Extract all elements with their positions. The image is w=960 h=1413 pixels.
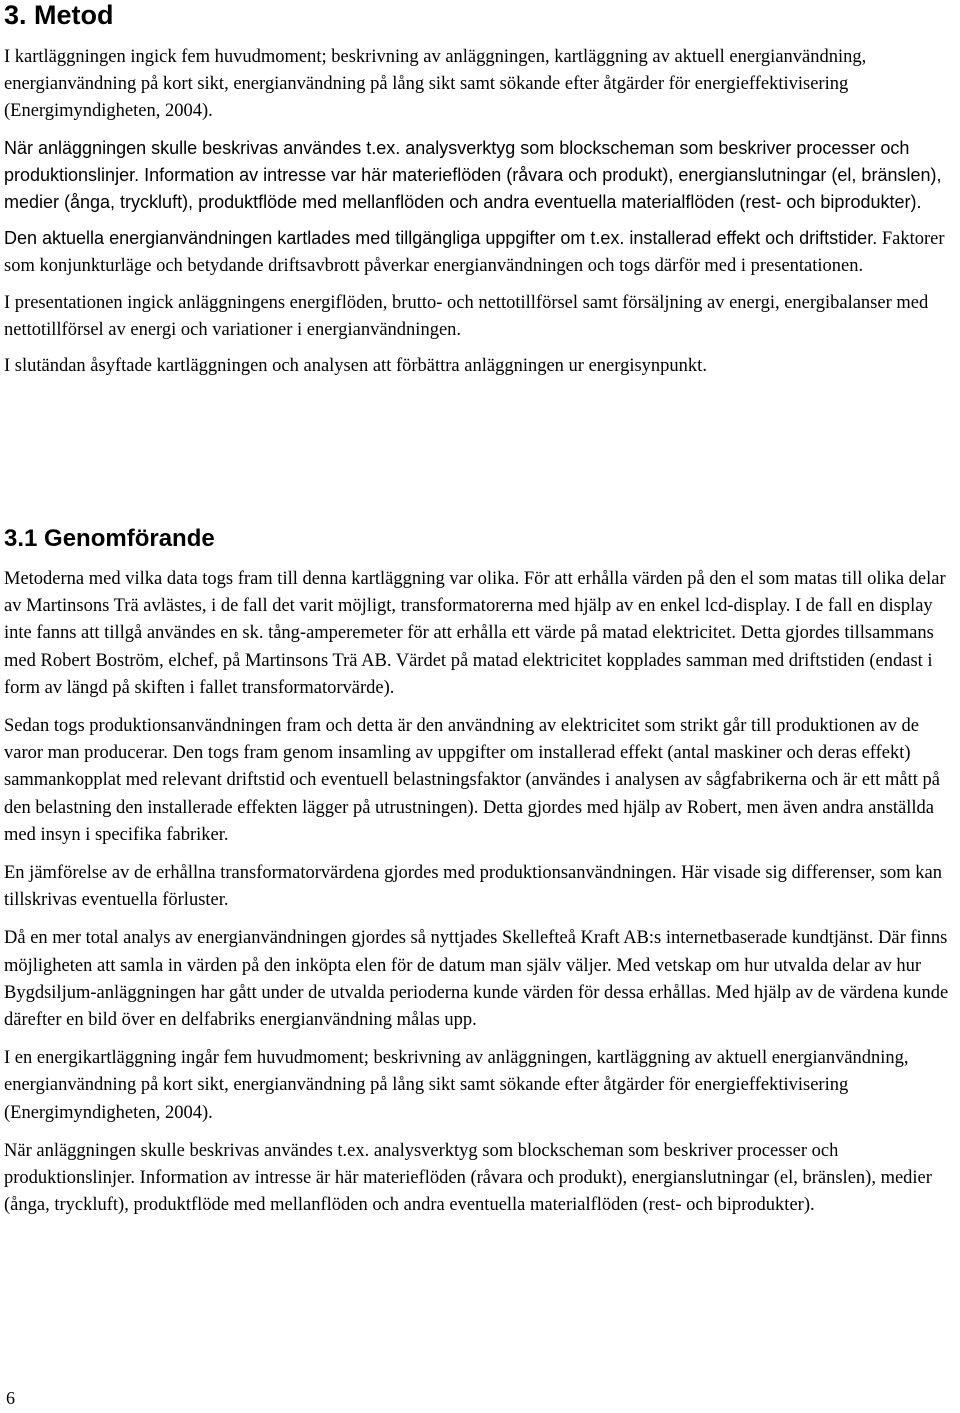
- paragraph-presentation: I presentationen ingick anläggningens energiflöden, brutto- och nettotillförsel samt försäljning av energi, energibalanser med nettotillförsel av energi och variationer i energianvändningen.: [4, 292, 929, 340]
- paragraph-main-components: I kartläggningen ingick fem huvudmoment; beskrivning av anläggningen, kartläggning av aktuell energianvändning, energianvändning på kort sikt, energianvändning på lång sikt samt sökande efter åtgärder för energieffektivisering (Energimyndigheten, 2004).: [4, 47, 867, 122]
- paragraph-comparison: En jämförelse av de erhållna transformatorvärdena gjordes med produktionsanvändningen. Här visade sig differenser, som kan tillskrivas eventuella förluster.: [4, 863, 942, 911]
- paragraph-facility-tools: När anläggningen skulle beskrivas användes t.ex. analysverktyg som blockscheman som beskriver processer och produktionslinjer. Information av intresse är här materieflöden (råvara och produkt), energianslutningar (el, bränslen), medier (ånga, tryckluft), produktflöde med mellanflöden och andra eventuella materialflöden (rest- och biprodukter).: [4, 1140, 932, 1216]
- paragraph-current-energy-use-sans: Den aktuella energianvändningen kartlades med tillgängliga uppgifter om t.ex. installerad effekt och driftstider.: [4, 228, 878, 249]
- paragraph-energy-survey: I en energikartläggning ingår fem huvudmoment; beskrivning av anläggningen, kartläggning av aktuell energianvändning, energianvändning på kort sikt, energianvändning på lång sikt samt sökande efter åtgärder för energieffektivisering (Energimyndigheten, 2004).: [4, 1048, 909, 1123]
- page-number: 6: [6, 1388, 15, 1408]
- implementation-section-body: [4, 566, 954, 1219]
- paragraph-production-use: Sedan togs produktionsanvändningen fram och detta är den användning av elektricitet som strikt går till produktionen av de varor man producerar. Den togs fram genom insamling av uppgifter om installerad effekt (antal maskiner och deras effekt) sammankopplat med relevant driftstid och eventuell belastningsfaktor (användes i analysen av sågfabrikerna och är ett mått på den belastning den installerade effekten lägger på utrustningen). Detta gjordes med hjälp av Robert, men även andra anställda med insyn i specifika fabriker.: [4, 716, 940, 845]
- paragraph-current-energy-use-serif: Faktorer som konjunkturläge och betydande driftsavbrott påverkar energianvändningen och togs därför med i presentationen.: [4, 229, 945, 277]
- paragraph-aim: I slutändan åsyftade kartläggningen och analysen att förbättra anläggningen ur energisynpunkt.: [4, 356, 707, 377]
- paragraph-total-analysis: Då en mer total analys av energianvändningen gjordes så nyttjades Skellefteå Kraft AB:s internetbaserade kundtjänst. Där finns möjligheten att samla in värden på den inköpta elen för de datum man själv väljer. Med vetskap om hur utvalda delar av hur Bygdsiljum-anläggningen har gått under de utvalda perioderna kunde värden för dessa erhållas. Med hjälp av de värdena kunde därefter en bild över en delfabriks energianvändning målas upp.: [4, 928, 949, 1031]
- subsection-title: 3.1 Genomförande: [4, 525, 215, 552]
- section-title: 3. Metod: [4, 0, 114, 30]
- paragraph-data-methods: Metoderna med vilka data togs fram till denna kartläggning var olika. För att erhålla värden på den el som matas till olika delar av Martinsons Trä avlästes, i de fall det varit möjligt, transformatorerna med hjälp av en enkel lcd-display. I de fall en display inte fanns att tillgå användes en sk. tång-amperemeter för att erhålla ett värde på matad elektricitet. Detta gjordes tillsammans med Robert Boström, elchef, på Martinsons Trä AB. Värdet på matad elektricitet kopplades samman med driftstiden (endast i form av längd på skiften i fallet transformatorvärde).: [4, 569, 946, 698]
- paragraph-current-energy-use: [4, 225, 954, 280]
- paragraph-facility-description: När anläggningen skulle beskrivas användes t.ex. analysverktyg som blockscheman som beskriver processer och produktionslinjer. Information av intresse var här materieflöden (råvara och produkt), energianslutningar (el, bränslen), medier (ånga, tryckluft), produktflöde med mellanflöden och andra eventuella materialflöden (rest- och biprodukter).: [4, 137, 942, 213]
- method-section-body: [4, 44, 954, 380]
